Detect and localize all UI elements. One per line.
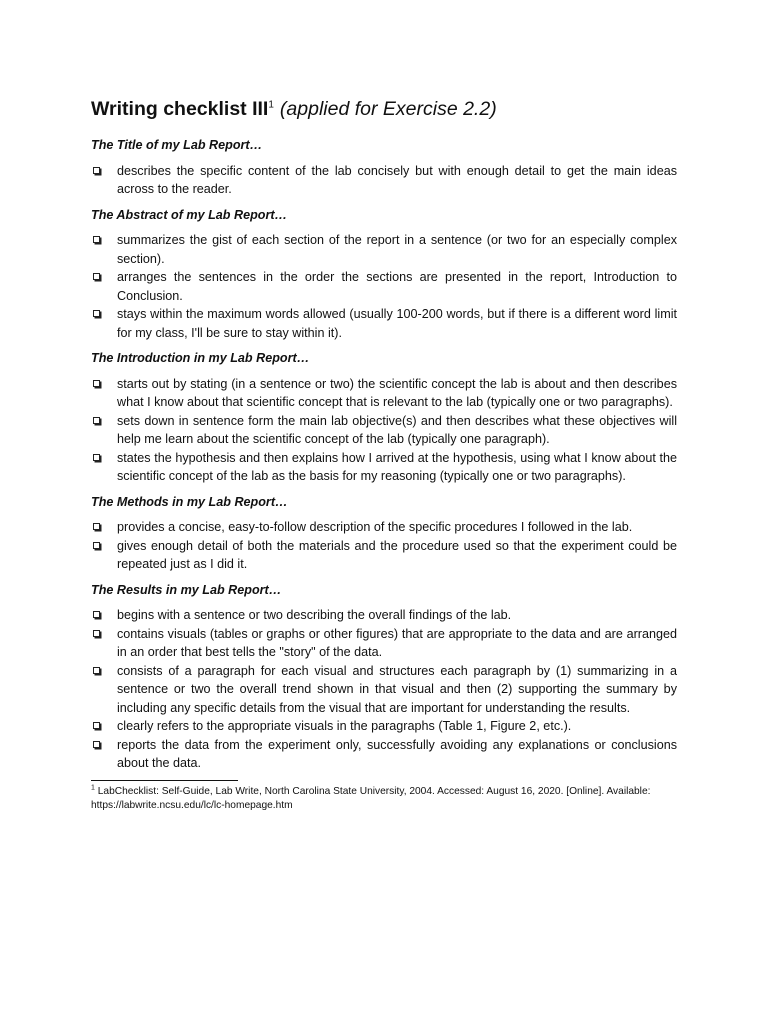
checklist xyxy=(91,518,677,574)
checklist-item xyxy=(91,412,677,449)
checklist-item xyxy=(91,375,677,412)
section-heading: The Methods in my Lab Report… xyxy=(91,494,288,509)
title-footnote-mark: 1 xyxy=(268,99,274,111)
checklist-item-text: starts out by stating (in a sentence or two) the scientific concept the lab is about and then describes what I know about that scientific concept that is relevant to the lab (typically one or two paragraphs). xyxy=(117,376,677,409)
checkbox-icon xyxy=(93,667,100,674)
checklist-item-text: arranges the sentences in the order the sections are presented in the report, Introduction to Conclusion. xyxy=(117,270,677,303)
checkbox-icon xyxy=(93,523,100,530)
checkbox-icon xyxy=(93,454,100,461)
checklist-item-text: stays within the maximum words allowed (usually 100-200 words, but if there is a different word limit for my class, I'll be sure to stay within it). xyxy=(117,307,677,340)
checklist-item-text: summarizes the gist of each section of the report in a sentence (or two for an especially complex section). xyxy=(117,233,677,266)
checkbox-icon xyxy=(93,167,100,174)
document-title xyxy=(91,96,677,122)
title-subtitle: (applied for Exercise 2.2) xyxy=(279,98,497,120)
checklist-item xyxy=(91,625,677,662)
checklist-item-text: reports the data from the experiment only, successfully avoiding any explanations or conclusions about the data. xyxy=(117,737,677,770)
checkbox-icon xyxy=(93,380,100,387)
checklist-item-text: provides a concise, easy-to-follow description of the specific procedures I followed in the lab. xyxy=(117,520,633,534)
checklist-item xyxy=(91,305,677,342)
checklist-item xyxy=(91,449,677,486)
section-heading: The Abstract of my Lab Report… xyxy=(91,207,288,222)
checklist-item xyxy=(91,717,677,736)
checkbox-icon xyxy=(93,236,100,243)
checklist-item-text: contains visuals (tables or graphs or other figures) that are appropriate to the data and are arranged in an order that best tells the "story" of the data. xyxy=(117,626,677,659)
section-heading: The Introduction in my Lab Report… xyxy=(91,351,310,365)
checklist-item xyxy=(91,162,677,199)
footnote-mark: 1 xyxy=(91,784,95,792)
checkbox-icon xyxy=(93,741,100,748)
checkbox-icon xyxy=(93,630,100,637)
footnote xyxy=(91,785,677,814)
checklist-item-text: states the hypothesis and then explains how I arrived at the hypothesis, using what I know about the scientific concept of the lab as the basis for my reasoning (typically one or two paragraphs). xyxy=(117,450,677,483)
checklist-item-text: begins with a sentence or two describing the overall findings of the lab. xyxy=(117,608,512,622)
checklist xyxy=(91,162,677,199)
checklist-item xyxy=(91,736,677,773)
checkbox-icon xyxy=(93,417,100,424)
title-text: Writing checklist III xyxy=(91,98,269,120)
checklist-item-text: consists of a paragraph for each visual and structures each paragraph by (1) summarizing in a sentence or two the overall trend shown in that visual and then (2) supporting the summary by including any specific details from the visual that are important for understanding the results. xyxy=(117,663,677,715)
footnote-divider xyxy=(91,780,238,781)
checklist-item-text: describes the specific content of the lab concisely but with enough detail to get the main ideas across to the reader. xyxy=(117,163,677,196)
checklist-item xyxy=(91,231,677,268)
checklist-item-text: clearly refers to the appropriate visuals in the paragraphs (Table 1, Figure 2, etc.). xyxy=(117,719,572,733)
checklist xyxy=(91,375,677,486)
checkbox-icon xyxy=(93,611,100,618)
checkbox-icon xyxy=(93,273,100,280)
checklist-item xyxy=(91,662,677,718)
checkbox-icon xyxy=(93,722,100,729)
document-page xyxy=(91,96,677,814)
checklist-item-text: sets down in sentence form the main lab objective(s) and then describes what these objectives will help me learn about the scientific concept of the lab (typically one paragraph). xyxy=(117,413,677,446)
checklist-item xyxy=(91,268,677,305)
checklist-item xyxy=(91,606,677,625)
checklist xyxy=(91,231,677,342)
checklist xyxy=(91,606,677,773)
checklist-sections xyxy=(91,136,677,773)
checkbox-icon xyxy=(93,310,100,317)
footnote-text: LabChecklist: Self-Guide, Lab Write, North Carolina State University, 2004. Accessed: August 16, 2020. [Online]. Available: https://labwrite.ncsu.edu/lc/lc-homepage.htm xyxy=(91,785,651,811)
section-heading: The Results in my Lab Report… xyxy=(91,582,282,597)
checklist-item xyxy=(91,518,677,537)
checklist-item xyxy=(91,537,677,574)
section-heading: The Title of my Lab Report… xyxy=(91,138,263,152)
checkbox-icon xyxy=(93,542,100,549)
checklist-item-text: gives enough detail of both the materials and the procedure used so that the experiment could be repeated just as I did it. xyxy=(117,538,677,571)
